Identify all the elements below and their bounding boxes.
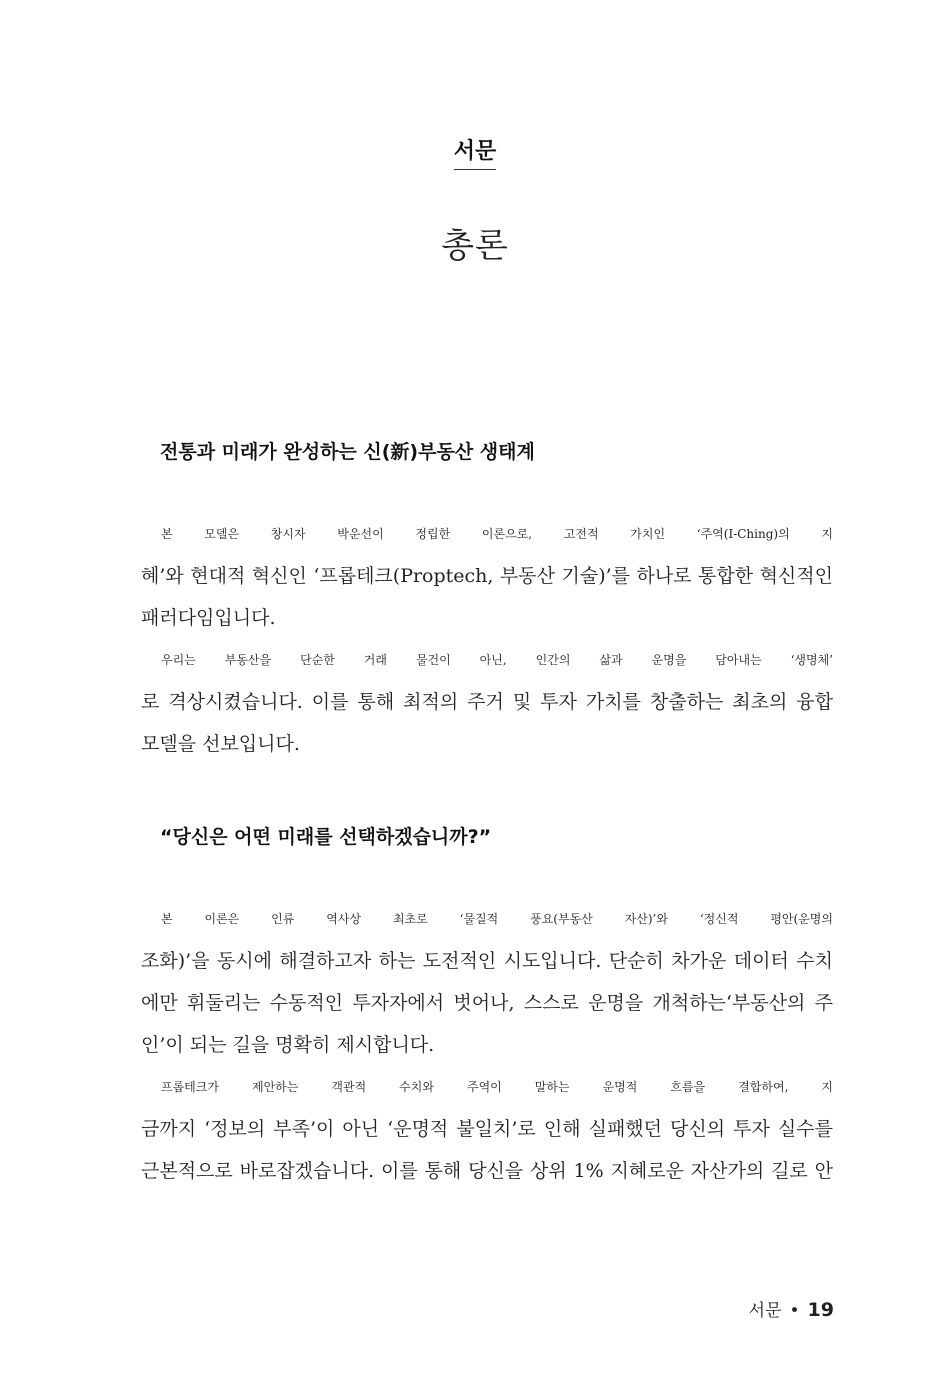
section-label	[0, 134, 950, 170]
page-footer	[749, 1296, 834, 1321]
paragraph-line: 금까지 ‘정보의 부족’이 아닌 ‘운명적 불일치’로 인해 실패했던 당신의 투자 실수를	[141, 1118, 833, 1140]
paragraph-2	[141, 639, 833, 765]
footer-section-label: 서문	[748, 1301, 782, 1321]
footer-separator: •	[789, 1301, 800, 1321]
page-number: 19	[807, 1299, 834, 1321]
paragraph-line: 패러다임입니다.	[141, 607, 276, 629]
section-label-text: 서문	[454, 134, 497, 170]
paragraph-line: 프롭테크가 제안하는 객관적 수치와 주역이 말하는 운명적 흐름을 결합하여, 지	[161, 1080, 833, 1094]
paragraph-3	[141, 898, 833, 1066]
chapter-title: 총론	[441, 226, 509, 266]
paragraph-line: 인’이 되는 길을 명확히 제시합니다.	[141, 1034, 435, 1056]
paragraph-4	[141, 1066, 833, 1192]
paragraph-line: 근본적으로 바로잡겠습니다. 이를 통해 당신을 상위 1% 지혜로운 자산가의 길로 안	[141, 1160, 833, 1182]
section-heading-1: 전통과 미래가 완성하는 신(新)부동산 생태계	[160, 441, 535, 463]
paragraph-line: 에만 휘둘리는 수동적인 투자자에서 벗어나, 스스로 운명을 개척하는‘부동산의 주	[141, 992, 833, 1014]
paragraph-1	[141, 513, 833, 639]
paragraph-line: 우리는 부동산을 단순한 거래 물건이 아닌, 인간의 삶과 운명을 담아내는 ‘생명체’	[161, 653, 833, 667]
paragraph-line: 모델을 선보입니다.	[141, 733, 300, 755]
paragraph-line: 로 격상시켰습니다. 이를 통해 최적의 주거 및 투자 가치를 창출하는 최초의 융합	[141, 691, 833, 713]
paragraph-line: 조화)’을 동시에 해결하고자 하는 도전적인 시도입니다. 단순히 차가운 데이터 수치	[141, 950, 833, 972]
paragraph-line: 혜’와 현대적 혁신인 ‘프롭테크(Proptech, 부동산 기술)’를 하나로 통합한 혁신적인	[141, 565, 833, 587]
paragraph-line: 본 이론은 인류 역사상 최초로 ‘물질적 풍요(부동산 자산)’와 ‘정신적 평안(운명의	[161, 912, 833, 926]
section-heading-2: “당신은 어떤 미래를 선택하겠습니까?”	[160, 826, 492, 848]
paragraph-line: 본 모델은 창시자 박운선이 정립한 이론으로, 고전적 가치인 ‘주역(I-Ching)의 지	[161, 527, 833, 541]
